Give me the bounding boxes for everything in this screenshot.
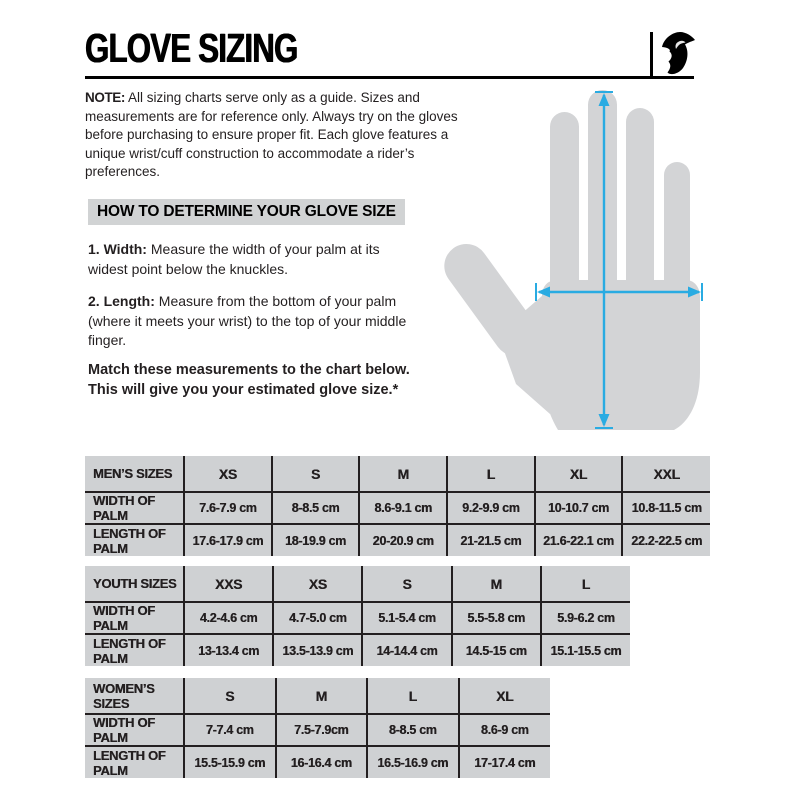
measurement-value: 16-16.4 cm [276,746,368,778]
womens-size-grid [85,678,550,778]
note-text: All sizing charts serve only as a guide. Sizes and measurements are for reference only. Always try on the gloves before purchasing to ensure proper fit. Each glove features a unique wrist/cuff construction to accommodate a rider’s preferences. [85,90,458,179]
womens-row-length [85,746,550,778]
measurement-value: 17.6-17.9 cm [184,524,272,556]
youth-size-header-xxs: XXS [184,566,273,602]
measurement-value: 7-7.4 cm [184,714,276,746]
womens-size-header-s: S [184,678,276,714]
measurement-value: 4.7-5.0 cm [273,602,362,634]
mens-size-header-l: L [447,456,535,492]
measurement-value: 21.6-22.1 cm [535,524,623,556]
measurement-value: 8.6-9 cm [459,714,551,746]
youth-row-width [85,602,630,634]
mens-row-length [85,524,710,556]
page-title: GLOVE SIZING [85,25,298,71]
measurement-value: 9.2-9.9 cm [447,492,535,524]
row-label: LENGTH OF PALM [85,524,184,556]
mens-size-header-m: M [359,456,447,492]
measurement-value: 5.1-5.4 cm [362,602,451,634]
mens-size-header-xs: XS [184,456,272,492]
youth-size-header-s: S [362,566,451,602]
mens-table-title: MEN’S SIZES [93,466,173,481]
womens-table-title: WOMEN’S SIZES [93,680,155,711]
howto-section-heading: HOW TO DETERMINE YOUR GLOVE SIZE [88,199,405,225]
mens-size-header-xl: XL [535,456,623,492]
measurement-value: 4.2-4.6 cm [184,602,273,634]
mens-sizes-table [85,456,710,556]
measurement-value: 14-14.4 cm [362,634,451,666]
measurement-value: 14.5-15 cm [452,634,541,666]
youth-sizes-table [85,566,630,664]
mens-size-header-xxl: XXL [622,456,710,492]
youth-size-header-xs: XS [273,566,362,602]
measurement-value: 20-20.9 cm [359,524,447,556]
step-width [88,240,423,279]
match-line-1: Match these measurements to the chart below. [88,362,410,378]
index-finger [550,112,579,307]
row-label: LENGTH OF PALM [85,634,184,666]
youth-table-title: YOUTH SIZES [93,576,177,591]
title-underline [85,76,694,79]
step-length-text: Measure from the bottom of your palm (where it meets your wrist) to the top of your middle finger. [88,293,407,348]
measurement-value: 16.5-16.9 cm [367,746,459,778]
measurement-value: 5.5-5.8 cm [452,602,541,634]
match-instruction [88,360,448,400]
step-length-label: 2. Length: [88,293,155,309]
logo-divider-line [650,32,653,76]
row-label: WIDTH OF PALM [85,492,184,524]
measurement-value: 18-19.9 cm [272,524,360,556]
measurement-value: 8-8.5 cm [272,492,360,524]
mens-row-width [85,492,710,524]
note-label: NOTE: [85,90,125,105]
mens-size-grid [85,456,710,556]
measurement-value: 7.5-7.9cm [276,714,368,746]
row-label: LENGTH OF PALM [85,746,184,778]
measurement-value: 10-10.7 cm [535,492,623,524]
measurement-value: 15.1-15.5 cm [541,634,630,666]
row-label: WIDTH OF PALM [85,714,184,746]
measurement-value: 13-13.4 cm [184,634,273,666]
step-length [88,292,440,351]
womens-sizes-table [85,678,550,776]
match-line-2: This will give you your estimated glove size.* [88,382,399,398]
womens-size-header-m: M [276,678,368,714]
note-paragraph [85,89,487,182]
womens-row-width [85,714,550,746]
youth-size-header-l: L [541,566,630,602]
womens-size-header-xl: XL [459,678,551,714]
step-width-label: 1. Width: [88,241,147,257]
youth-size-grid [85,566,630,666]
palm [542,280,700,430]
measurement-value: 22.2-22.5 cm [622,524,710,556]
mens-size-header-s: S [272,456,360,492]
middle-finger [588,90,617,310]
row-label: WIDTH OF PALM [85,602,184,634]
measurement-value: 8-8.5 cm [367,714,459,746]
measurement-value: 17-17.4 cm [459,746,551,778]
youth-size-header-m: M [452,566,541,602]
measurement-value: 5.9-6.2 cm [541,602,630,634]
measurement-value: 13.5-13.9 cm [273,634,362,666]
womens-size-header-l: L [367,678,459,714]
measurement-value: 10.8-11.5 cm [622,492,710,524]
measurement-value: 8.6-9.1 cm [359,492,447,524]
measurement-value: 15.5-15.9 cm [184,746,276,778]
measurement-value: 7.6-7.9 cm [184,492,272,524]
hand-measurement-diagram [438,84,710,436]
thor-helmet-icon [658,30,696,76]
step-width-text: Measure the width of your palm at its widest point below the knuckles. [88,241,380,277]
measurement-value: 21-21.5 cm [447,524,535,556]
youth-row-length [85,634,630,666]
